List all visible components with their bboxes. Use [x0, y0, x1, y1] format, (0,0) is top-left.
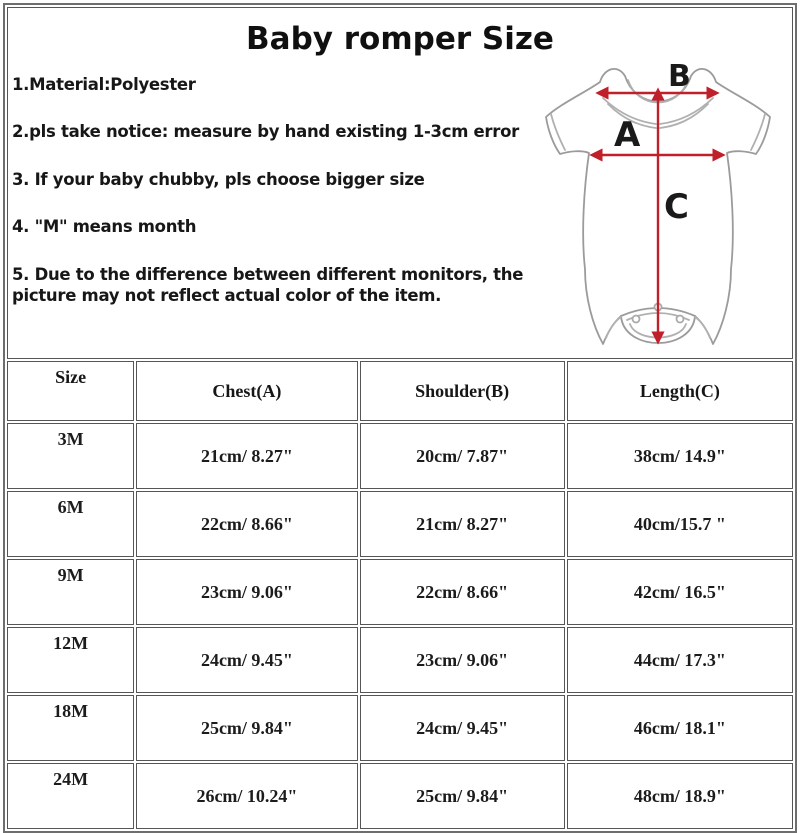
- chest-value: 26cm/ 10.24": [136, 763, 357, 829]
- size-row-3m: [7, 423, 793, 489]
- size-label: 12M: [7, 627, 134, 693]
- header-size: Size: [7, 361, 134, 421]
- page-title: Baby romper Size: [246, 21, 554, 57]
- size-label: 24M: [7, 763, 134, 829]
- length-value: 40cm/15.7 ": [567, 491, 793, 557]
- label-shoulder-b: B: [668, 59, 691, 94]
- label-chest-a: A: [614, 115, 641, 155]
- table-header-row: [7, 361, 793, 421]
- chest-value: 21cm/ 8.27": [136, 423, 357, 489]
- shoulder-value: 24cm/ 9.45": [360, 695, 565, 761]
- size-chart-table: [3, 3, 797, 833]
- chest-value: 25cm/ 9.84": [136, 695, 357, 761]
- length-value: 42cm/ 16.5": [567, 559, 793, 625]
- size-row-12m: [7, 627, 793, 693]
- shoulder-value: 20cm/ 7.87": [360, 423, 565, 489]
- size-label: 18M: [7, 695, 134, 761]
- note-monitor-color: 5. Due to the difference between different monitors, the picture may not reflect actual color of the item.: [12, 264, 524, 306]
- size-label: 9M: [7, 559, 134, 625]
- chest-value: 24cm/ 9.45": [136, 627, 357, 693]
- length-value: 48cm/ 18.9": [567, 763, 793, 829]
- shoulder-value: 21cm/ 8.27": [360, 491, 565, 557]
- chest-value: 22cm/ 8.66": [136, 491, 357, 557]
- size-row-18m: [7, 695, 793, 761]
- header-chest: Chest(A): [136, 361, 357, 421]
- header-shoulder: Shoulder(B): [360, 361, 565, 421]
- shoulder-value: 23cm/ 9.06": [360, 627, 565, 693]
- length-value: 46cm/ 18.1": [567, 695, 793, 761]
- size-row-24m: [7, 763, 793, 829]
- notes-list: [12, 74, 540, 307]
- header-length: Length(C): [567, 361, 793, 421]
- romper-measure-diagram: [530, 58, 788, 358]
- note-measure-error: 2.pls take notice: measure by hand existing 1-3cm error: [12, 122, 519, 142]
- size-label: 6M: [7, 491, 134, 557]
- size-row-9m: [7, 559, 793, 625]
- label-length-c: C: [664, 187, 689, 227]
- shoulder-value: 25cm/ 9.84": [360, 763, 565, 829]
- chest-value: 23cm/ 9.06": [136, 559, 357, 625]
- shoulder-value: 22cm/ 8.66": [360, 559, 565, 625]
- size-row-6m: [7, 491, 793, 557]
- note-month: 4. "M" means month: [12, 217, 197, 237]
- note-material: 1.Material:Polyester: [12, 75, 196, 94]
- note-chubby: 3. If your baby chubby, pls choose bigger size: [12, 169, 425, 189]
- info-panel: [7, 7, 793, 359]
- length-value: 38cm/ 14.9": [567, 423, 793, 489]
- size-label: 3M: [7, 423, 134, 489]
- length-value: 44cm/ 17.3": [567, 627, 793, 693]
